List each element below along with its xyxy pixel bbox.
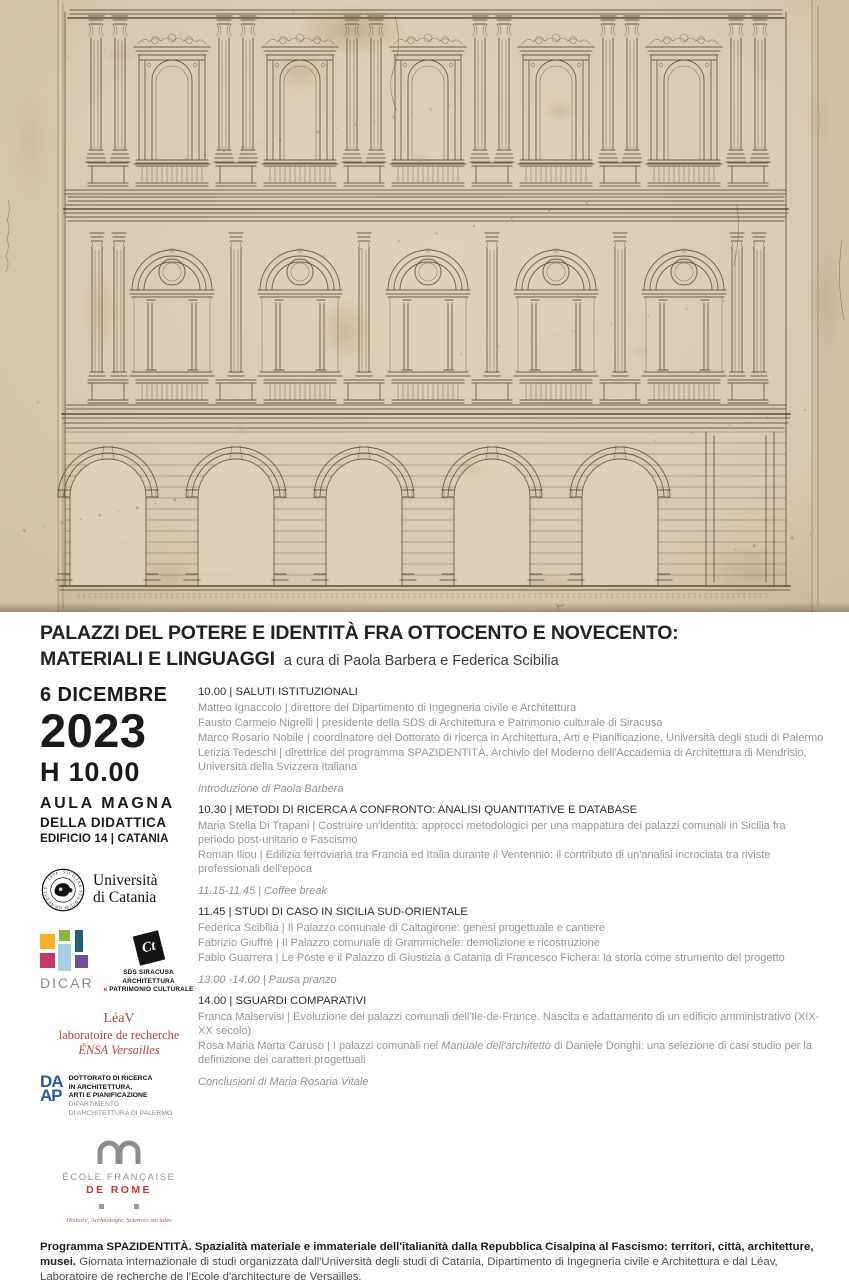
program-note: Introduzione di Paola Barbera — [198, 783, 344, 796]
facade-drawing — [0, 0, 849, 612]
dicar-squares-icon — [40, 929, 90, 971]
program-note: 11.15-11.45 | Coffee break — [198, 885, 328, 898]
program-entry — [198, 820, 825, 848]
separator: | — [272, 952, 282, 965]
separator: | — [273, 937, 282, 950]
daap-text: DOTTORATO DI RICERCA IN ARCHITETTURA, ARTI E PIANIFICAZIONE DIPARTIMENTO DI ARCHITETTURA DI PALERMO — [68, 1074, 173, 1118]
separator: | — [278, 922, 288, 935]
page-title-line1: PALAZZI DEL POTERE E IDENTITÀ FRA OTTOCENTO E NOVECENTO: — [40, 622, 679, 644]
logo-university-catania — [40, 867, 198, 913]
talk-title: direttore del Dipartimento di Ingegneria civile e Architettura — [290, 702, 577, 715]
program-entry — [198, 732, 825, 746]
page-title-line2: MATERIALI E LINGUAGGI — [40, 647, 275, 670]
unict-seal-icon — [40, 867, 86, 913]
program-entry — [198, 717, 825, 731]
logo-sds-siracusa — [104, 931, 194, 995]
footer-rest: Giornata internazionale di studi organizzata dall'Università degli studi di Catania, Dipartimento di Ingegneria civile e Architettura e dal Léav, Laboratoire de recherche de l'Ecole d'architecture de Versailles. — [40, 1255, 778, 1284]
talk-title: Le Poste e il Palazzo di Giustizia a Catania di Francesco Fichera: la storia come strumento del progetto — [281, 952, 785, 965]
program-entry — [198, 849, 825, 877]
talk-title: Edilizia ferroviaria tra Francia ed Italia durante il Ventennio: il contributo di un'analisi incrociata tra riviste professionali dell'epoca — [198, 849, 771, 876]
program-entry — [198, 747, 825, 775]
talk-title: Manuale dell'architetto — [441, 1040, 551, 1053]
talk-title: Il Palazzo comunale di Grammichele: demolizione e ricostruzione — [281, 937, 600, 950]
event-date-block — [40, 684, 198, 845]
logo-dicar — [40, 929, 94, 991]
logo-daap — [40, 1071, 198, 1119]
efr-tagline: Histoire, Archéologie, Sciences sociales — [66, 1216, 172, 1224]
speaker-name: Fabio Guarrera — [198, 952, 273, 965]
speaker-name: Marco Rosario Nobile — [198, 732, 304, 745]
sds-mark-icon: Ct — [132, 930, 164, 965]
program-column — [198, 684, 835, 1223]
program-session-heading: 10.00 | SALUTI ISTITUZIONALI — [198, 686, 358, 699]
title-block — [40, 621, 835, 672]
program-entry — [198, 1040, 825, 1068]
separator: | — [303, 732, 313, 745]
separator: | — [312, 717, 322, 730]
program-entry — [198, 937, 825, 951]
talk-title: I palazzi comunali nel — [332, 1040, 442, 1053]
speaker-name: Roman Iliou — [198, 849, 257, 862]
separator: | — [256, 849, 266, 862]
talk-title: Il Palazzo comunale di Caltagirone: genesi progettuale e cantiere — [287, 922, 606, 935]
logo-ecole-francaise-rome: ÉCOLE FRANÇAISE DE ROME Histoire, Archéologie, Sciences sociales — [40, 1137, 198, 1224]
separator: | — [284, 1011, 294, 1024]
efr-arches-icon — [94, 1137, 144, 1165]
separator: | — [323, 1040, 333, 1053]
talk-title: Evoluzione dei palazzi comunali dell'Ile-de-France. Nascita e adattamento di un edificio amministrativo (XIX-XX secolo) — [198, 1011, 820, 1038]
poster-content — [0, 612, 849, 1285]
logo-leav: LéaV laboratoire de recherche ÉNSA Versailles — [58, 1011, 180, 1058]
dicar-label: DICAR — [40, 975, 94, 992]
footer-text — [40, 1240, 821, 1285]
speaker-name: Maria Stella Di Trapani — [198, 820, 310, 833]
daap-mark-icon: DA AP — [40, 1071, 63, 1105]
talk-title: di Daniele Donghi: una selezione di casi studio per la definizione dei caratteri progettuali — [198, 1040, 812, 1066]
facade-drawing-svg — [0, 0, 849, 612]
footer-bold: Programma SPAZIDENTITÀ. Spazialità materiale e immateriale dell'italianità dalla Repubblica Cisalpina al Fascismo: territori, città, architetture, musei. — [40, 1240, 814, 1268]
event-venue-line2: DELLA DIDATTICA — [40, 815, 167, 831]
speaker-name: Fabrizio Giuffré — [198, 937, 273, 950]
talk-title: coordinatore del Dottorato di ricerca in Architettura, Arti e Pianificazione, Università degli studi di Palermo — [312, 732, 824, 745]
separator: | — [309, 820, 319, 833]
program-entry — [198, 922, 825, 936]
program-list — [198, 686, 825, 1088]
program-entry — [198, 1011, 825, 1039]
event-venue-line3: EDIFICIO 14 | CATANIA — [40, 832, 169, 846]
talk-title: Costruire un'identità: approcci metodologici per una mappatura dei palazzi comunali in Sicilia fra periodo post-unitario e Fascismo — [198, 820, 786, 847]
sds-text: SDS SIRACUSA ARCHITETTURA e PATRIMONIO CULTURALE — [103, 969, 194, 994]
separator: | — [281, 702, 291, 715]
program-session-heading: 11.45 | STUDI DI CASO IN SICILIA SUD-ORIENTALE — [198, 906, 468, 919]
separator: | — [276, 747, 286, 760]
program-note: 13.00 -14.00 | Pausa pranzo — [198, 974, 337, 987]
unict-name: Università di Catania — [93, 872, 158, 907]
efr-squares-icon — [40, 1196, 198, 1214]
talk-title: presidente della SDS di Architettura e Patrimonio culturale di Siracusa — [321, 717, 663, 730]
event-venue-line1: AULA MAGNA — [40, 795, 175, 813]
speaker-name: Matteo Ignaccolo — [198, 702, 282, 715]
program-entry — [198, 702, 825, 716]
unict-seal-text: SICILIAE STUDIUM GENERALE · 1434 · — [42, 869, 84, 911]
speaker-name: Letizia Tedeschi — [198, 747, 277, 760]
elephant-icon — [55, 883, 73, 896]
program-entry — [198, 952, 825, 966]
program-note: Conclusioni di Maria Rosaria Vitale — [198, 1075, 369, 1088]
event-time: H 10.00 — [40, 757, 141, 788]
talk-title: direttrice del programma SPAZIDENTITÀ, Archivio del Moderno dell'Accademia di Architettura di Mendrisio, Università della Svizzera Italiana — [198, 747, 807, 774]
speaker-name: Fausto Carmelo Nigrelli — [198, 717, 313, 730]
speaker-name: Rosa Maria Marta Caruso — [198, 1040, 324, 1053]
curators-text: a cura di Paola Barbera e Federica Scibilia — [283, 652, 559, 669]
speaker-name: Franca Malservisi — [198, 1011, 285, 1024]
event-year: 2023 — [40, 704, 147, 758]
speaker-name: Federica Scibilia — [198, 922, 279, 935]
event-date: 6 DICEMBRE — [40, 684, 168, 707]
program-session-heading: 10.30 | METODI DI RICERCA A CONFRONTO: ANALISI QUANTITATIVE E DATABASE — [198, 804, 638, 817]
sidebar — [40, 684, 198, 1223]
program-session-heading: 14.00 | SGUARDI COMPARATIVI — [198, 995, 367, 1008]
